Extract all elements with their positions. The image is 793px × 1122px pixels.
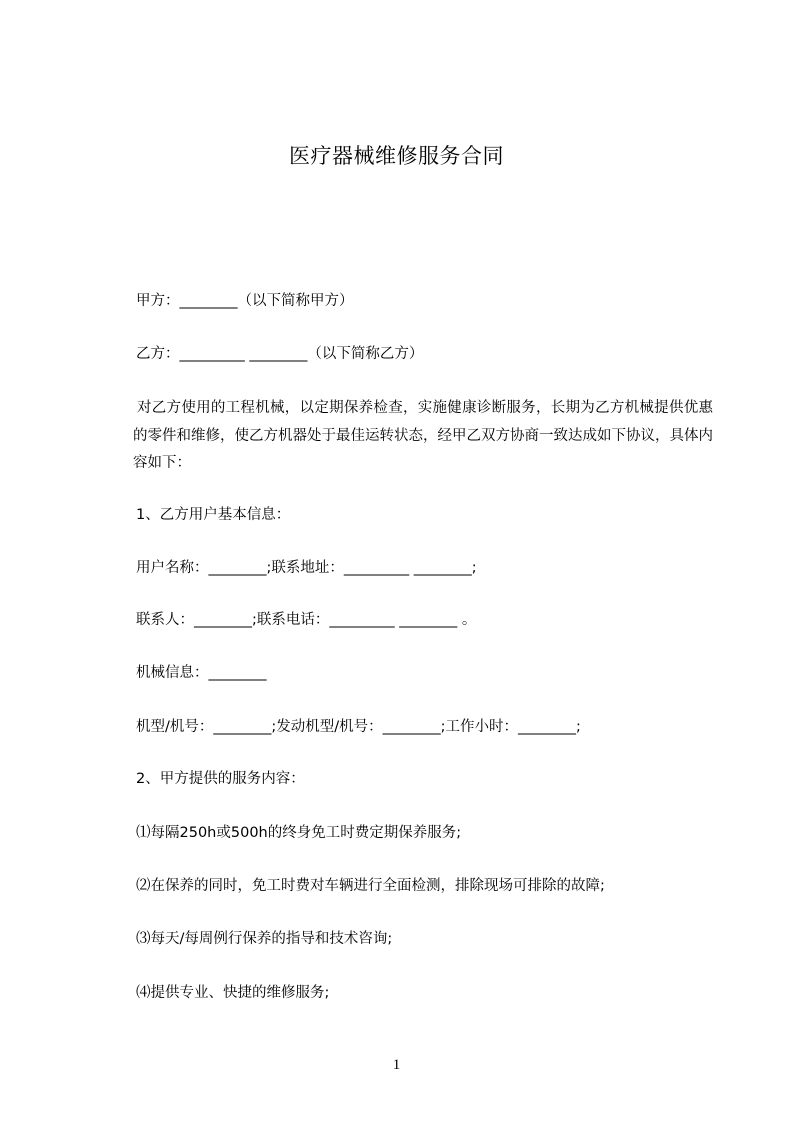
section-1-heading: 1、乙方用户基本信息： xyxy=(136,507,291,523)
service-item-3: ⑶每天/每周例行保养的指导和技术咨询; xyxy=(136,931,393,947)
document-title: 医疗器械维修服务合同 xyxy=(289,144,504,168)
model-info-line: 机型/机号：________;发动机型/机号：________;工作小时：________; xyxy=(136,719,581,735)
service-item-4: ⑷提供专业、快捷的维修服务; xyxy=(136,985,330,1001)
section-2-heading: 2、甲方提供的服务内容： xyxy=(136,771,305,787)
contact-info-line: 联系人：________;联系电话：_________ ________ 。 xyxy=(136,612,477,628)
party-b-line: 乙方：_________ ________（以下简称乙方） xyxy=(136,346,424,362)
machine-info-line: 机械信息：________ xyxy=(136,665,267,681)
party-a-line: 甲方：________（以下简称甲方） xyxy=(136,293,354,309)
service-item-1: ⑴每隔250h或500h的终身免工时费定期保养服务; xyxy=(136,825,462,841)
service-item-2: ⑵在保养的同时，免工时费对车辆进行全面检测，排除现场可排除的故障; xyxy=(136,878,605,894)
user-info-line: 用户名称：________;联系地址：_________ ________; xyxy=(136,560,477,576)
page-number: 1 xyxy=(392,1057,401,1073)
intro-paragraph: 对乙方使用的工程机械，以定期保养检查，实施健康诊断服务，长期为乙方机械提供优惠的零件和维修，使乙方机器处于最佳运转状态，经甲乙双方协商一致达成如下协议，具体内容如下： xyxy=(133,400,713,471)
